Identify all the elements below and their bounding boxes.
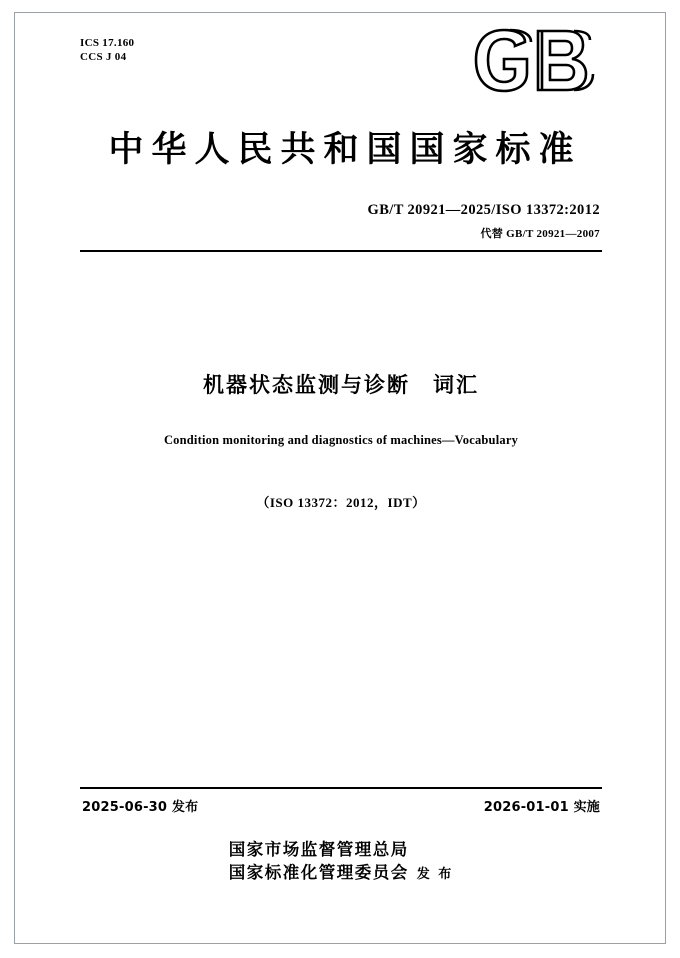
ics-block — [80, 36, 134, 64]
implementation-date: 2026-01-01 实施 — [483, 800, 600, 815]
gb-emblem-icon — [470, 28, 600, 94]
standard-number: GB/T 20921—2025/ISO 13372:2012 — [367, 202, 600, 218]
issue-date: 2025-06-30 发布 — [82, 800, 199, 815]
cover-content — [80, 12, 602, 944]
publisher-line-2: 国家标准化管理委员会 — [228, 863, 409, 882]
ccs-code: CCS J 04 — [80, 51, 127, 63]
publisher-names — [229, 838, 409, 884]
ics-code: ICS 17.160 — [80, 37, 135, 49]
iso-adoption-note: （ISO 13372：2012，IDT） — [256, 495, 426, 510]
publisher-block — [80, 838, 602, 884]
national-standard-title: 中华人民共和国国家标准 — [108, 130, 582, 170]
divider-top — [80, 250, 602, 252]
standard-replaces: 代替 GB/T 20921—2007 — [480, 228, 600, 240]
publisher-line-1: 国家市场监督管理总局 — [228, 840, 409, 859]
publisher-verb: 发 布 — [416, 867, 454, 882]
document-title-en: Condition monitoring and diagnostics of machines—Vocabulary — [163, 433, 519, 447]
document-title-cn: 机器状态监测与诊断 词汇 — [203, 373, 479, 397]
divider-bottom — [80, 787, 602, 789]
